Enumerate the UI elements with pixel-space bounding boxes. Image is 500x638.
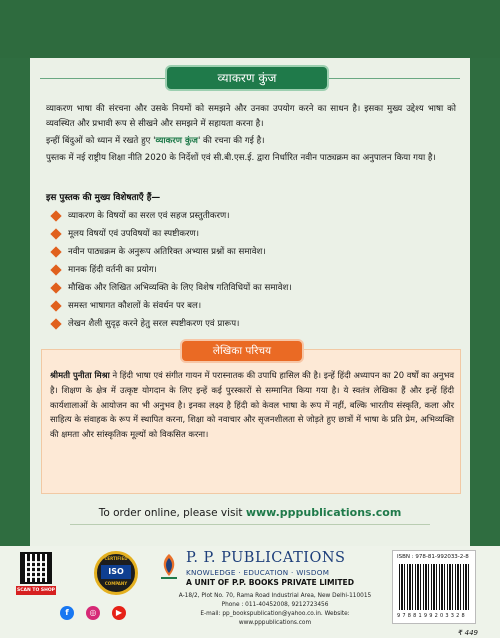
intro-p2-highlight: व्याकरण कुंज [155,136,198,146]
diamond-bullet-icon [50,300,61,311]
feature-text: मूलय विषयों एवं उपविषयों का स्पष्टीकरण। [68,229,199,239]
feature-item [52,207,452,225]
author-name: श्रीमती पुनीता मिश्रा [50,370,110,380]
order-text: To order online, please visit [98,507,246,519]
publisher-name: P. P. PUBLICATIONS [186,550,346,566]
website-link[interactable]: www.pppublications.com [245,506,402,519]
feature-item [52,243,452,261]
publisher-tagline: KNOWLEDGE · EDUCATION · WISDOM [186,568,330,577]
barcode-number: 9 7 8 8 1 9 9 2 0 3 3 2 8 [397,613,465,619]
author-bio [50,368,454,442]
feature-item [52,225,452,243]
instagram-icon[interactable]: ◎ [86,606,100,620]
content-panel [30,58,470,546]
left-green-border [0,58,30,546]
intro-p2-post: ' की रचना की गई है। [197,136,265,146]
diamond-bullet-icon [50,246,61,257]
feature-text: व्याकरण के विषयों का सरल एवं सहज प्रस्तुतीकरण। [68,211,230,221]
barcode-icon [399,564,471,610]
price: ₹ 449 [457,629,478,637]
diamond-bullet-icon [50,264,61,275]
book-title-badge: व्याकरण कुंज [167,67,327,89]
youtube-icon[interactable]: ▶ [112,606,126,620]
isbn-number: ISBN : 978-81-992033-2-8 [397,554,469,560]
top-green-band [0,0,500,58]
isbn-barcode [392,550,476,624]
intro-paragraph-3: पुस्तक में नई राष्ट्रीय शिक्षा नीति 2020 के निर्देशों एवं सी.बी.एस.ई. द्वारा निर्धारित नवीन पाठ्यक्रम का अनुपालन किया गया है। [46,153,436,163]
pp-publications-logo-icon [157,552,181,582]
title-rule-right [329,78,460,79]
feature-item [52,315,452,333]
feature-text: लेखन शैली सुदृढ़ करने हेतु सरल स्पष्टीकरण एवं प्रारूप। [68,319,240,329]
feature-text: मानक हिंदी वर्तनी का प्रयोग। [68,265,157,275]
diamond-bullet-icon [50,210,61,221]
feature-text: समस्त भाषागत कौशलों के संवर्धन पर बल। [68,301,202,311]
scan-to-shop-label: SCAN TO SHOP [17,588,55,593]
order-divider [70,524,430,525]
intro-paragraph-2 [46,134,456,149]
iso-badge-bottom: COMPANY [104,581,128,586]
author-section-title: लेखिका परिचय [182,341,302,361]
iso-badge-top: CERTIFIED [104,556,128,561]
author-section [41,345,461,494]
iso-certified-badge [94,551,138,595]
address-line: A-18/2, Plot No. 70, Rama Road Industrial Area, New Delhi-110015 [178,593,372,599]
qr-code[interactable] [20,552,52,584]
iso-badge-label: ISO [101,565,131,579]
phone-line: Phone : 011-40452008, 9212723456 [221,602,329,608]
feature-item [52,297,452,315]
feature-text: मौखिक और लिखित अभिव्यक्ति के लिए विशेष गतिविधियों का समावेश। [68,283,292,293]
diamond-bullet-icon [50,282,61,293]
order-online [30,506,470,519]
features-list [52,207,452,333]
intro-paragraph-1: व्याकरण भाषा की संरचना और उसके नियमों को समझने और उनका उपयोग करने का साधन है। इसका मुख्य उद्देश्य भाषा को व्यवस्थित और प्रभावी रूप से सीखने और समझने में सहायता करना है। [46,104,456,129]
right-green-border [470,58,500,546]
title-rule-left [40,78,165,79]
author-bio-text: ने हिंदी भाषा एवं संगीत गायन में परास्नातक की उपाधि हासिल की है। इन्हें हिंदी अध्यापन का 20 वर्षों का अनुभव है। शिक्षण के क्षेत्र में उत्कृष्ट योगदान के लिए इन्हें कई पुरस्कारों से सम्मानित किया गया है। ये स्वतंत्र लेखिका हैं और इन्हें हिंदी कार्यशालाओं के आयोजन का भी अनुभव है। इनका लक्ष्य है हिंदी को केवल भाषा के रूप में नहीं, बल्कि भारतीय संस्कृति, कला और साहित्य के संवाहक के रूप में स्थापित करना, शिक्षा को नवाचार और सृजनशीलता से जोड़ते हुए छात्रों में भाषा के प्रति प्रेम, अभिव्यक्ति की क्षमता और सांस्कृतिक मूल्यों को विकसित करना। [50,370,454,440]
diamond-bullet-icon [50,228,61,239]
publisher-address [175,592,375,628]
feature-text: नवीन पाठ्यक्रम के अनुरूप अतिरिक्त अभ्यास प्रश्नों का समावेश। [68,247,266,257]
facebook-icon[interactable]: f [60,606,74,620]
publisher-unit: A UNIT OF P.P. BOOKS PRIVATE LIMITED [186,578,355,587]
feature-item [52,279,452,297]
intro-p2-pre: इन्हीं बिंदुओं को ध्यान में रखते हुए ' [46,136,156,146]
diamond-bullet-icon [50,318,61,329]
email-line: E-mail: pp_bookspublication@yahoo.co.in. Website: www.pppublications.com [200,611,350,626]
intro-text [46,102,456,168]
footer [0,546,500,638]
features-heading: इस पुस्तक की मुख्य विशेषताएँ हैं— [46,193,161,203]
feature-item [52,261,452,279]
